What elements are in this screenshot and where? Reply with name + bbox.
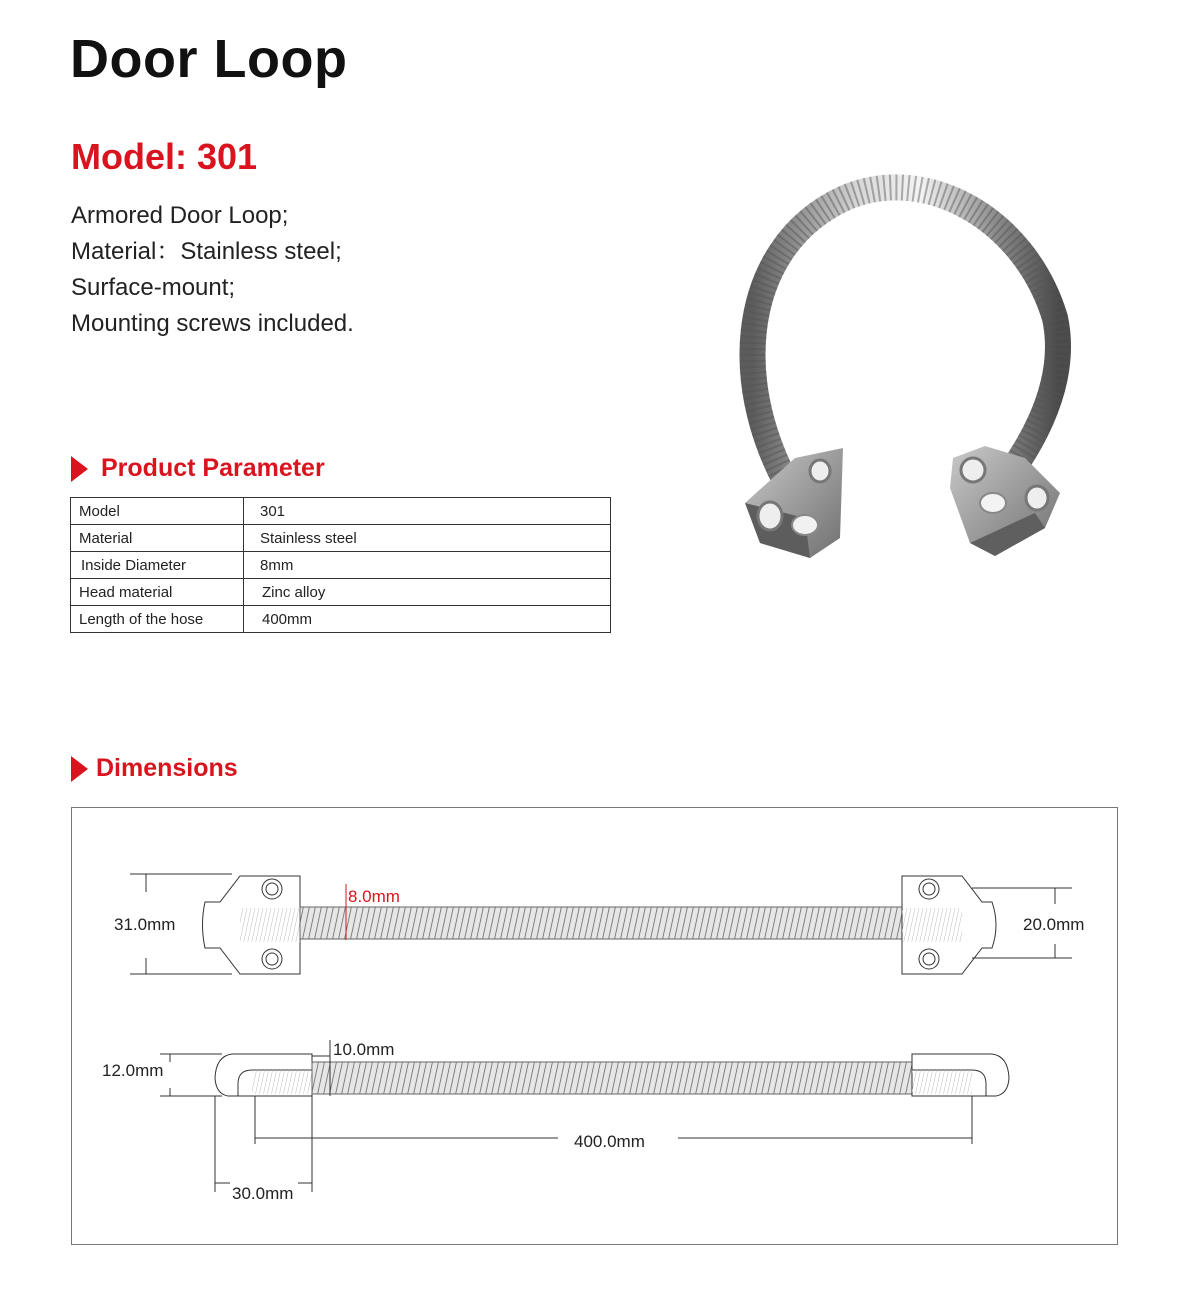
- feature-list: [71, 198, 354, 342]
- feature-item: Material：Stainless steel;: [71, 238, 342, 265]
- table-row: [71, 498, 611, 525]
- param-key: Head material: [71, 579, 244, 606]
- dimension-drawing: [72, 808, 1117, 1244]
- param-key: Model: [71, 498, 244, 525]
- param-value: 8mm: [244, 552, 611, 579]
- model-heading: Model: 301: [71, 136, 258, 177]
- table-row: [71, 579, 611, 606]
- triangle-marker-icon: [71, 456, 88, 482]
- section-title: Dimensions: [96, 754, 238, 782]
- dim-head-length: 30.0mm: [232, 1184, 294, 1203]
- side-view: [160, 1040, 1009, 1192]
- param-value: Stainless steel: [244, 525, 611, 552]
- feature-item: Armored Door Loop;: [71, 202, 289, 229]
- dim-hose-outer: 10.0mm: [333, 1040, 395, 1059]
- dim-hose-length: 400.0mm: [574, 1132, 645, 1151]
- param-key: Length of the hose: [71, 606, 244, 633]
- dim-head-width-right: 20.0mm: [1023, 915, 1085, 934]
- dimension-drawing-frame: [71, 807, 1118, 1245]
- parameter-table: [70, 497, 611, 633]
- param-value: Zinc alloy: [244, 579, 611, 606]
- dim-inner-diameter: 8.0mm: [348, 887, 400, 906]
- section-title: Product Parameter: [101, 454, 325, 482]
- table-row: [71, 606, 611, 633]
- section-product-parameter: [71, 454, 325, 483]
- param-key: Inside Diameter: [71, 552, 244, 579]
- dim-head-width: 31.0mm: [114, 915, 176, 934]
- dim-head-height: 12.0mm: [102, 1061, 164, 1080]
- param-value: 301: [244, 498, 611, 525]
- page-title: Door Loop: [70, 29, 348, 89]
- table-row: [71, 525, 611, 552]
- param-key: Material: [71, 525, 244, 552]
- triangle-marker-icon: [71, 756, 88, 782]
- feature-item: Surface-mount;: [71, 274, 236, 301]
- param-value: 400mm: [244, 606, 611, 633]
- feature-item: Mounting screws included.: [71, 310, 354, 337]
- section-dimensions: [71, 754, 238, 783]
- top-view: [130, 874, 1072, 974]
- table-row: [71, 552, 611, 579]
- door-loop-product-image: [725, 158, 1085, 568]
